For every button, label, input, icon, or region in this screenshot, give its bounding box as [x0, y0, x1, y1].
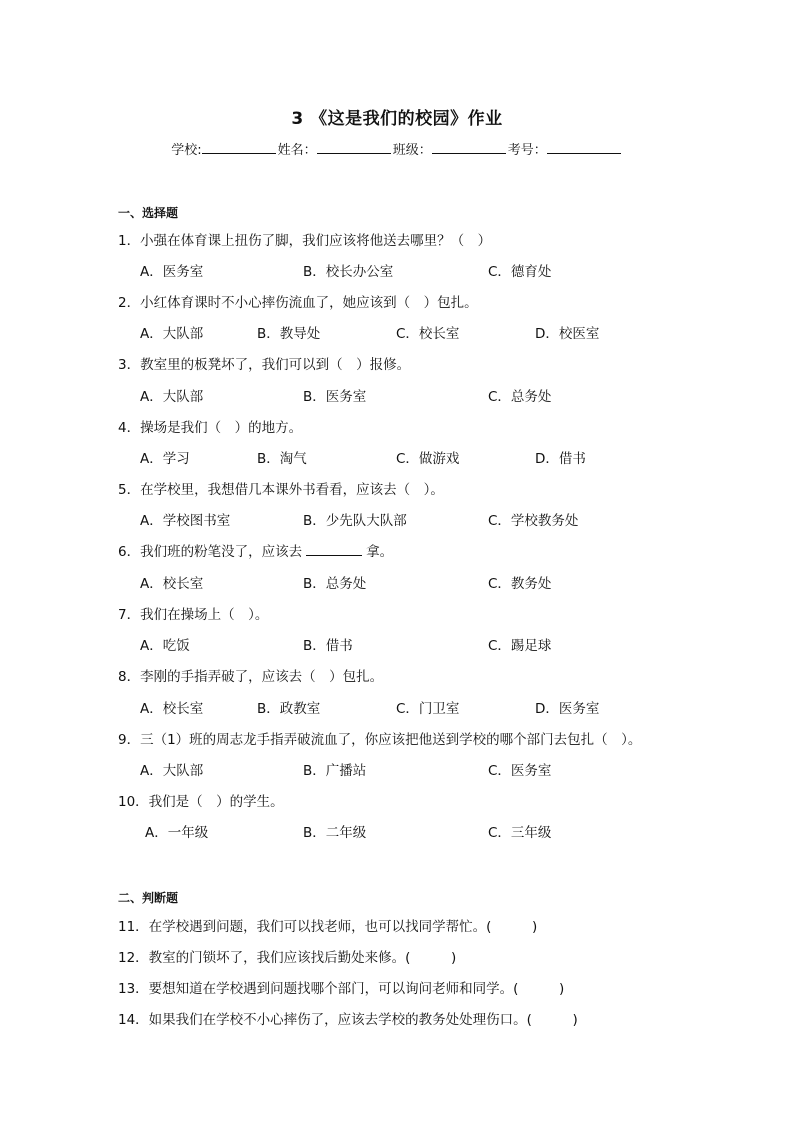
question-6-fill-blank[interactable] [306, 543, 362, 556]
q3-option-c[interactable]: C．总务处 [488, 389, 552, 405]
q10-option-c[interactable]: C．三年级 [488, 825, 552, 841]
question-8: 8．李刚的手指弄破了，应该去（ ）包扎。 [118, 669, 384, 685]
q5-option-c[interactable]: C．学校教务处 [488, 513, 579, 529]
q8-option-c[interactable]: C．门卫室 [396, 701, 460, 717]
q8-option-b[interactable]: B．政教室 [257, 701, 321, 717]
q4-option-c[interactable]: C．做游戏 [396, 451, 460, 467]
name-label: 姓名： [277, 143, 317, 158]
q5-option-b[interactable]: B．少先队大队部 [303, 513, 407, 529]
q7-option-b[interactable]: B．借书 [303, 638, 353, 654]
q1-option-a[interactable]: A．医务室 [140, 264, 204, 280]
q7-option-a[interactable]: A．吃饭 [140, 638, 190, 654]
question-10: 10．我们是（ ）的学生。 [118, 794, 284, 810]
question-2: 2．小红体育课时不小心摔伤流血了，她应该到（ ）包扎。 [118, 295, 478, 311]
section-judgment-heading: 二、判断题 [118, 891, 179, 905]
judgment-12: 12．教室的门锁坏了，我们应该找后勤处来修。( ) [118, 950, 457, 966]
q3-option-b[interactable]: B．医务室 [303, 389, 367, 405]
student-info-line [0, 139, 794, 158]
q1-option-b[interactable]: B．校长办公室 [303, 264, 394, 280]
question-5: 5．在学校里，我想借几本课外书看看，应该去（ ）。 [118, 482, 444, 498]
question-7: 7．我们在操场上（ ）。 [118, 607, 269, 623]
q10-option-b[interactable]: B．二年级 [303, 825, 367, 841]
name-blank[interactable] [317, 141, 391, 154]
page-title: 3 《这是我们的校园》作业 [291, 109, 503, 129]
q2-option-a[interactable]: A．大队部 [140, 326, 204, 342]
question-4: 4．操场是我们（ ）的地方。 [118, 420, 303, 436]
judgment-14: 14．如果我们在学校不小心摔伤了，应该去学校的教务处处理伤口。( ) [118, 1012, 578, 1028]
q4-option-b[interactable]: B．淘气 [257, 451, 307, 467]
q7-option-c[interactable]: C．踢足球 [488, 638, 552, 654]
q2-option-b[interactable]: B．教导处 [257, 326, 321, 342]
q6-option-b[interactable]: B．总务处 [303, 576, 367, 592]
q9-option-b[interactable]: B．广播站 [303, 763, 367, 779]
class-blank[interactable] [432, 141, 506, 154]
q4-option-a[interactable]: A．学习 [140, 451, 190, 467]
q2-option-d[interactable]: D．校医室 [535, 326, 600, 342]
q6-option-a[interactable]: A．校长室 [140, 576, 204, 592]
school-blank[interactable] [202, 141, 276, 154]
q1-option-c[interactable]: C．德育处 [488, 264, 552, 280]
q2-option-c[interactable]: C．校长室 [396, 326, 460, 342]
school-label: 学校: [171, 143, 202, 158]
q9-option-c[interactable]: C．医务室 [488, 763, 552, 779]
q8-option-a[interactable]: A．校长室 [140, 701, 204, 717]
section-choice-heading: 一、选择题 [118, 206, 179, 220]
question-3: 3．教室里的板凳坏了，我们可以到（ ）报修。 [118, 357, 411, 373]
question-6-text-a: 6．我们班的粉笔没了，应该去 [118, 544, 303, 560]
number-label: 考号： [507, 143, 547, 158]
question-6-text-b: 拿。 [366, 544, 394, 560]
question-9: 9．三（1）班的周志龙手指弄破流血了，你应该把他送到学校的哪个部门去包扎（ ）。 [118, 732, 642, 748]
q9-option-a[interactable]: A．大队部 [140, 763, 204, 779]
question-6 [118, 540, 393, 560]
judgment-11: 11．在学校遇到问题，我们可以找老师，也可以找同学帮忙。( ) [118, 919, 538, 935]
q8-option-d[interactable]: D．医务室 [535, 701, 600, 717]
q5-option-a[interactable]: A．学校图书室 [140, 513, 231, 529]
q10-option-a[interactable]: A．一年级 [145, 825, 209, 841]
number-blank[interactable] [547, 141, 621, 154]
question-1: 1．小强在体育课上扭伤了脚，我们应该将他送去哪里？（ ） [118, 233, 492, 249]
q3-option-a[interactable]: A．大队部 [140, 389, 204, 405]
judgment-13: 13．要想知道在学校遇到问题找哪个部门，可以询问老师和同学。( ) [118, 981, 565, 997]
q6-option-c[interactable]: C．教务处 [488, 576, 552, 592]
q4-option-d[interactable]: D．借书 [535, 451, 586, 467]
class-label: 班级： [392, 143, 432, 158]
